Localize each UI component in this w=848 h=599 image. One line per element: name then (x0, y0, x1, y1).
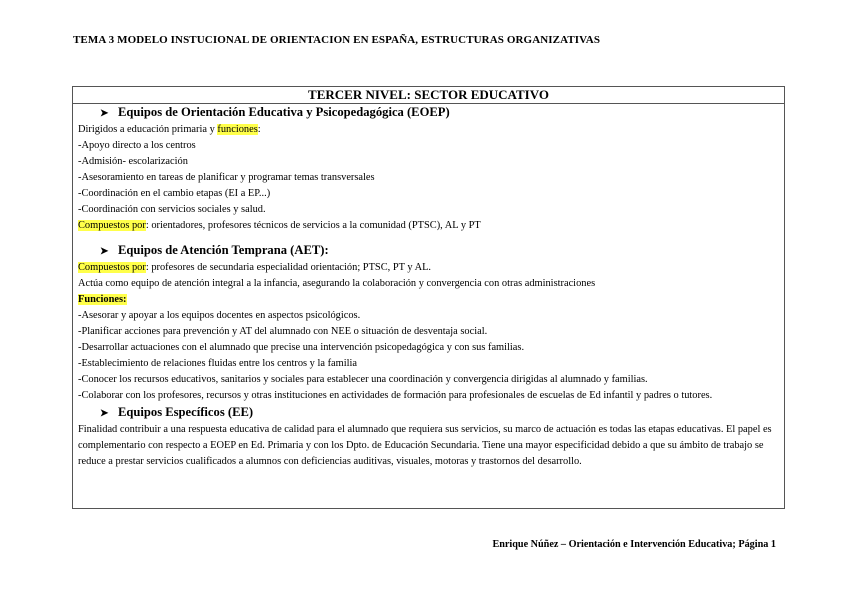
section-title-eoep (78, 104, 779, 122)
compuestos-text: : orientadores, profesores técnicos de servicios a la comunidad (PTSC), AL y PT (145, 220, 481, 231)
arrow-bullet-icon: ➤ (100, 246, 109, 257)
arrow-bullet-icon: ➤ (100, 108, 109, 119)
section-title-aet (78, 242, 779, 260)
aet-funciones-label (78, 292, 779, 308)
aet-compuestos (78, 260, 779, 276)
section-title-text: Equipos de Orientación Educativa y Psicopedagógica (EOEP) (118, 105, 450, 119)
list-item: -Apoyo directo a los centros (78, 140, 196, 151)
eoep-intro-text: Dirigidos a educación primaria y (78, 124, 218, 135)
highlight-funciones: funciones (217, 124, 258, 135)
page-footer: Enrique Núñez – Orientación e Intervención Educativa; Página 1 (492, 539, 776, 550)
section-title-text: Equipos de Atención Temprana (AET): (118, 243, 329, 257)
section-title-text: Equipos Específicos (EE) (118, 405, 254, 419)
list-item: -Desarrollar actuaciones con el alumnado que precise una intervención psicopedagógica y con sus familias. (78, 342, 525, 353)
list-item: -Conocer los recursos educativos, sanitarios y sociales para establecer una coordinación y convergencia dirigidas al alumnado y familias. (78, 374, 648, 385)
highlight-compuestos: Compuestos por (78, 220, 146, 231)
ee-text: Finalidad contribuir a una respuesta educativa de calidad para el alumnado que requiera sus servicios, su marco de actuación es todas las etapas educativas. El papel es complementario con respecto a EOEP en Ed. Primaria y con los Dpto. de Educación Secundaria. Tiene una mayor especificidad debido a que su ámbito de trabajo se reduce a prestar servicios cualificados a alumnos con deficiencias auditivas, visuales, motoras y trastornos del desarrollo. (78, 424, 772, 467)
list-item: -Coordinación en el cambio etapas (EI a EP...) (78, 188, 271, 199)
compuestos-text: : profesores de secundaria especialidad orientación; PTSC, PT y AL. (145, 262, 432, 273)
list-item: -Colaborar con los profesores, recursos y otras instituciones en actividades de formación para profesionales de escuelas de Ed infantil y padres o tutores. (78, 390, 713, 401)
list-item: -Asesoramiento en tareas de planificar y programar temas transversales (78, 172, 375, 183)
table-title: TERCER NIVEL: SECTOR EDUCATIVO (73, 87, 784, 104)
document-header: TEMA 3 MODELO INSTUCIONAL DE ORIENTACION EN ESPAÑA, ESTRUCTURAS ORGANIZATIVAS (73, 34, 601, 46)
highlight-funciones-label: Funciones: (78, 294, 127, 305)
table-content (73, 104, 784, 470)
arrow-bullet-icon: ➤ (100, 408, 109, 419)
eoep-intro (78, 122, 779, 138)
section-title-ee (78, 404, 779, 422)
list-item: -Planificar acciones para prevención y AT del alumnado con NEE o situación de desventaja social. (78, 326, 488, 337)
list-item: -Admisión- escolarización (78, 156, 188, 167)
content-table (72, 86, 785, 509)
list-item: -Coordinación con servicios sociales y salud. (78, 204, 266, 215)
aet-description: Actúa como equipo de atención integral a la infancia, asegurando la colaboración y convergencia con otras administraciones (78, 278, 596, 289)
eoep-compuestos (78, 218, 779, 234)
list-item: -Asesorar y apoyar a los equipos docentes en aspectos psicológicos. (78, 310, 361, 321)
list-item: -Establecimiento de relaciones fluidas entre los centros y la familia (78, 358, 357, 369)
eoep-intro-end: : (257, 124, 261, 135)
highlight-compuestos: Compuestos por (78, 262, 146, 273)
